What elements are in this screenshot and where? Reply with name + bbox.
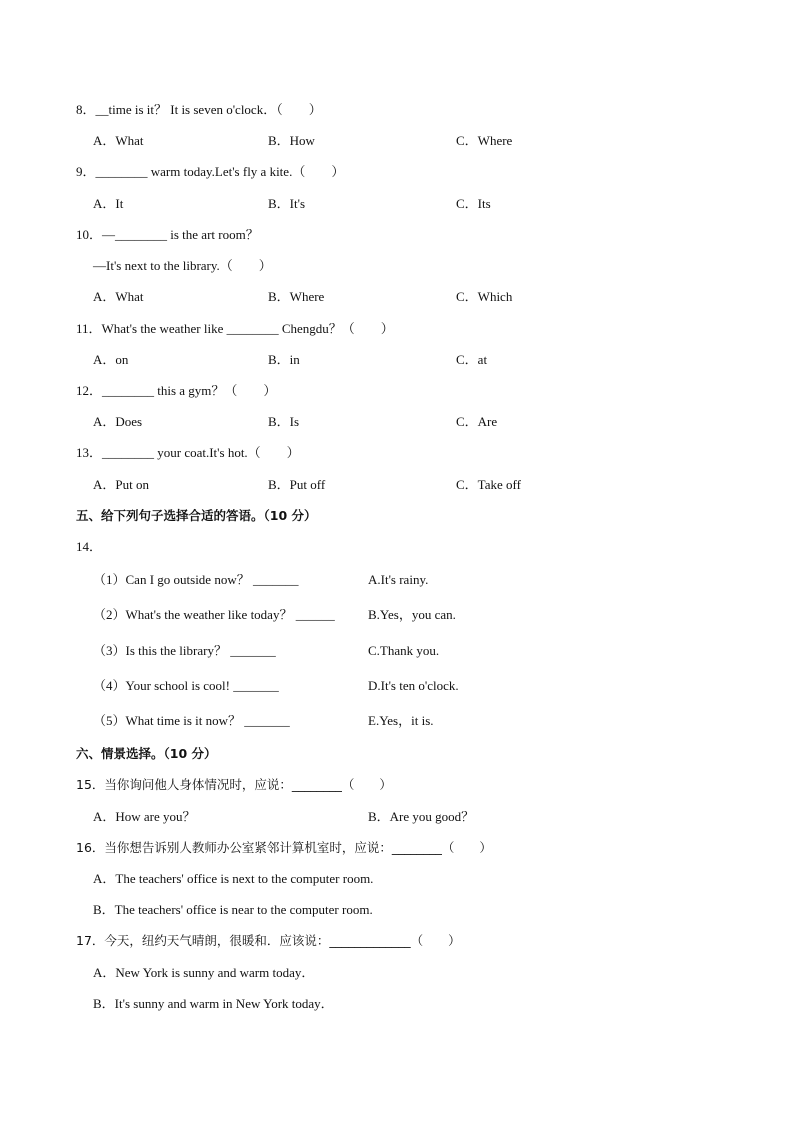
matching-answer-c: C.Thank you. bbox=[368, 643, 440, 658]
matching-question-1: （1）Can I go outside now？ _______ bbox=[93, 572, 299, 587]
question-9-option-c: C．Its bbox=[456, 196, 491, 211]
question-10-stem: 10．—________ is the art room？ bbox=[76, 227, 259, 242]
question-16-option-b: B．The teachers' office is near to the computer room. bbox=[93, 902, 373, 917]
question-10-option-b: B．Where bbox=[268, 289, 325, 304]
matching-question-5: （5）What time is it now？ _______ bbox=[93, 713, 290, 728]
question-9-option-b: B．It's bbox=[268, 196, 306, 211]
question-9-option-a: A．It bbox=[93, 196, 124, 211]
question-12-option-a: A．Does bbox=[93, 414, 143, 429]
question-8-stem: 8．__time is it？ It is seven o'clock．（ ） bbox=[76, 102, 322, 117]
question-11-option-c: C．at bbox=[456, 352, 488, 367]
matching-question-4: （4）Your school is cool! _______ bbox=[93, 678, 279, 693]
question-10-reply: —It's next to the library.（ ） bbox=[93, 258, 272, 273]
question-15-stem: 15．当你询问他人身体情况时，应说：________（ ） bbox=[76, 777, 392, 792]
question-11-stem: 11．What's the weather like ________ Chengdu？（ ） bbox=[76, 321, 394, 336]
matching-answer-e: E.Yes，it is. bbox=[368, 713, 434, 728]
matching-question-3: （3）Is this the library？ _______ bbox=[93, 643, 276, 658]
question-8-option-c: C．Where bbox=[456, 133, 513, 148]
question-15-option-a: A．How are you？ bbox=[93, 809, 196, 824]
question-17-stem: 17．今天，纽约天气晴朗，很暖和．应该说：_____________（ ） bbox=[76, 933, 461, 948]
question-13-option-a: A．Put on bbox=[93, 477, 149, 492]
question-12-stem: 12．________ this a gym？（ ） bbox=[76, 383, 277, 398]
section-5-heading: 五、给下列句子选择合适的答语。（10 分） bbox=[76, 508, 317, 523]
matching-answer-b: B.Yes，you can. bbox=[368, 607, 456, 622]
matching-question-2: （2）What's the weather like today？ ______ bbox=[93, 607, 335, 622]
question-8-option-a: A．What bbox=[93, 133, 144, 148]
matching-answer-d: D.It's ten o'clock. bbox=[368, 678, 459, 693]
section-6-heading: 六、情景选择。（10 分） bbox=[76, 746, 217, 761]
question-10-option-a: A．What bbox=[93, 289, 144, 304]
question-12-option-c: C．Are bbox=[456, 414, 498, 429]
question-13-option-b: B．Put off bbox=[268, 477, 326, 492]
question-10-option-c: C．Which bbox=[456, 289, 513, 304]
question-13-stem: 13．________ your coat.It's hot.（ ） bbox=[76, 445, 300, 460]
question-17-option-b: B．It's sunny and warm in New York today． bbox=[93, 996, 334, 1011]
question-14-number: 14． bbox=[76, 539, 103, 554]
question-13-option-c: C．Take off bbox=[456, 477, 521, 492]
matching-answer-a: A.It's rainy. bbox=[368, 572, 429, 587]
question-16-stem: 16．当你想告诉别人教师办公室紧邻计算机室时，应说：________（ ） bbox=[76, 840, 492, 855]
question-11-option-b: B．in bbox=[268, 352, 300, 367]
question-11-option-a: A．on bbox=[93, 352, 129, 367]
question-15-option-b: B．Are you good？ bbox=[368, 809, 475, 824]
question-12-option-b: B．Is bbox=[268, 414, 300, 429]
question-17-option-a: A．New York is sunny and warm today． bbox=[93, 965, 315, 980]
question-8-option-b: B．How bbox=[268, 133, 315, 148]
question-16-option-a: A．The teachers' office is next to the computer room. bbox=[93, 871, 374, 886]
question-9-stem: 9．________ warm today.Let's fly a kite.（ ） bbox=[76, 164, 345, 179]
